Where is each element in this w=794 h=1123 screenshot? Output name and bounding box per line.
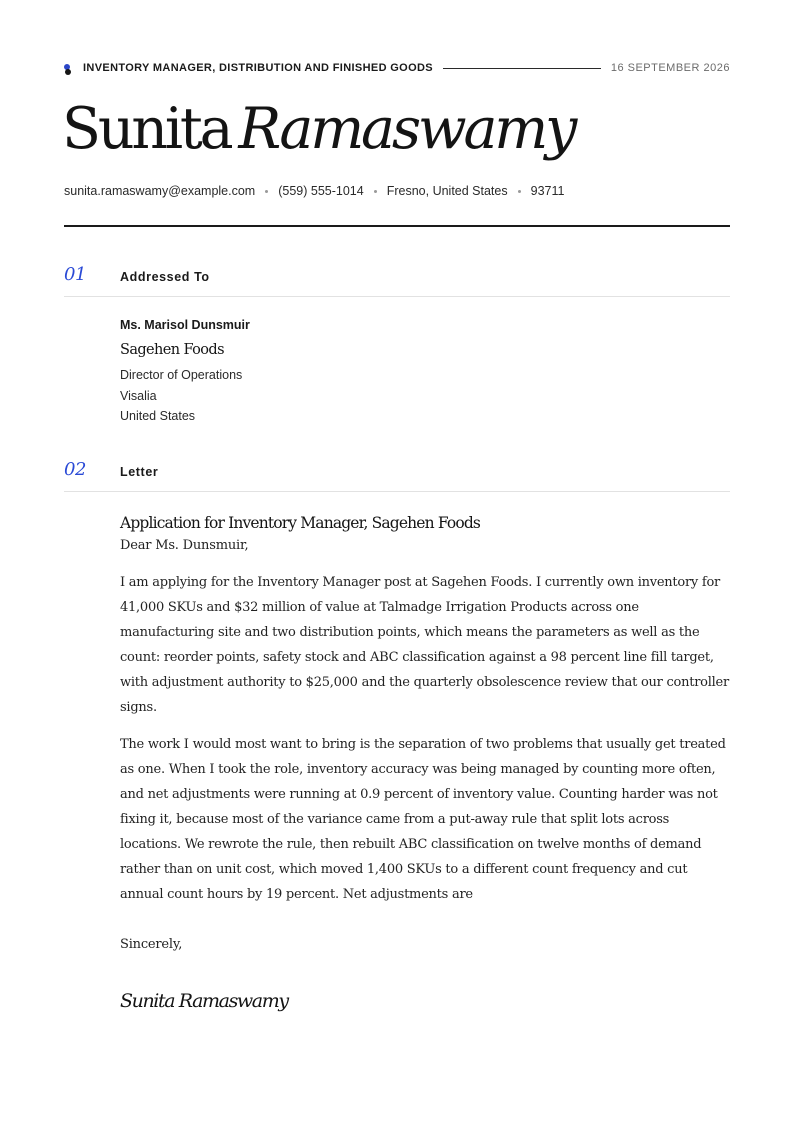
- section-rule: [64, 491, 730, 492]
- email-link[interactable]: sunita.ramaswamy@example.com: [64, 184, 256, 198]
- recipient-position: Director of Operations: [120, 368, 243, 382]
- phone-number[interactable]: (559) 555-1014: [278, 184, 364, 198]
- first-name: Sunita: [62, 96, 231, 162]
- header-topline: [64, 61, 730, 75]
- recipient-company: Sagehen Foods: [120, 342, 224, 358]
- section-title-addressed: Addressed To: [120, 270, 210, 284]
- separator-dot: [518, 190, 521, 193]
- letter-date: 16 SEPTEMBER 2026: [610, 62, 730, 74]
- signature: Sunita Ramaswamy: [120, 990, 288, 1012]
- section-number-addressed: 01: [64, 264, 86, 285]
- separator-dot: [265, 190, 268, 193]
- job-title: INVENTORY MANAGER, DISTRIBUTION AND FINISHED GOODS: [83, 62, 433, 74]
- letter-paragraph-1: I am applying for the Inventory Manager post at Sagehen Foods. I currently own inventory for 41,000 SKUs and $32 million of value at Talmadge Irrigation Products across one manufacturing site and two distribution points, which means the parameters as well as the count: reorder points, safety stock and ABC classification against a 98 percent line fill target, with adjustment authority to $25,000 and the quarterly obsolescence review that our controller signs.: [120, 575, 729, 715]
- last-name: Ramaswamy: [238, 96, 575, 162]
- postal-code: 93711: [530, 184, 565, 198]
- contact-line: [64, 184, 564, 198]
- letter-paragraph-2: The work I would most want to bring is the separation of two problems that usually get treated as one. When I took the role, inventory accuracy was being managed by counting more often, and net adjustments were running at 0.9 percent of inventory value. Counting harder was not fixing it, because most of the variance came from a put-away rule that split lots across locations. We rewrote the rule, then rebuilt ABC classification on twelve months of demand rather than on unit cost, which moved 1,400 SKUs to a different count frequency and cut annual count hours by 19 percent. Net adjustments are: [120, 737, 726, 902]
- black-dot-icon: [65, 69, 71, 75]
- closing: Sincerely,: [120, 937, 183, 952]
- addressee-block: [120, 316, 720, 427]
- header-rule: [64, 225, 730, 227]
- recipient-country: United States: [120, 409, 196, 423]
- section-title-letter: Letter: [120, 465, 159, 479]
- brand-dots-icon: [64, 61, 74, 75]
- recipient-name: Ms. Marisol Dunsmuir: [120, 318, 250, 332]
- recipient-city: Visalia: [120, 388, 157, 403]
- letter-subject: Application for Inventory Manager, Sagehen Foods: [120, 514, 481, 532]
- header-divider: [443, 68, 601, 69]
- salutation: Dear Ms. Dunsmuir,: [120, 538, 249, 553]
- location: Fresno, United States: [386, 184, 508, 198]
- section-number-letter: 02: [64, 459, 86, 480]
- applicant-name: [62, 92, 574, 166]
- letter-body: [120, 512, 730, 907]
- section-rule: [64, 296, 730, 297]
- separator-dot: [374, 190, 377, 193]
